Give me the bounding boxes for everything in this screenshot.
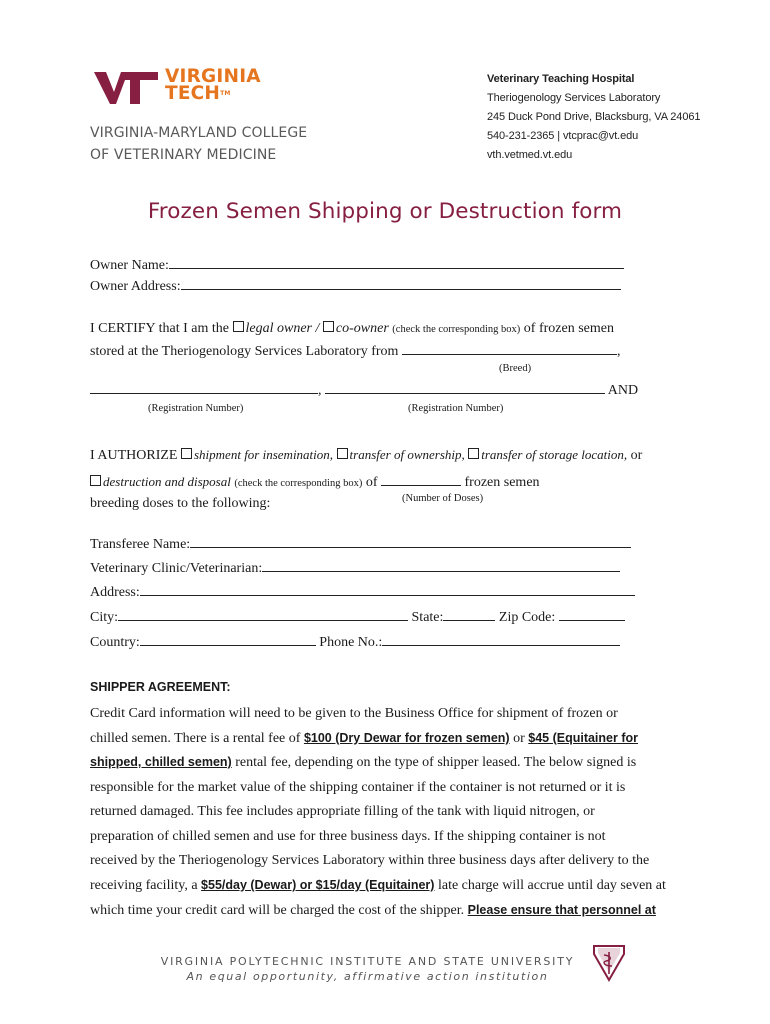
transfer-ownership-checkbox[interactable] [337,448,348,459]
agreement-line-4: responsible for the market value of the shipping container if the container is not returned or it is [90,780,626,795]
contact-address: 245 Duck Pond Drive, Blacksburg, VA 24061 [487,111,701,123]
page-title: Frozen Semen Shipping or Destruction form [147,199,623,224]
authorize-of: of [365,475,378,490]
address-field[interactable] [140,583,635,596]
breed-caption: (Breed) [499,363,532,374]
registration-number-1-field[interactable] [90,381,318,394]
owner-address-row [90,277,621,296]
authorize-or: or [630,448,643,463]
registration-caption-1: (Registration Number) [148,403,244,414]
city-field[interactable] [118,608,408,621]
agreement-l8c: late charge will accrue until day seven at [437,878,666,893]
agreement-l8a: receiving facility, a [90,878,198,893]
brand-line2: TECH [165,83,221,104]
country-field[interactable] [140,633,316,646]
vet-clinic-field[interactable] [262,559,620,572]
equitainer-fee-cont: shipped, chilled semen) [90,755,232,769]
brand-tm: TM [220,90,231,97]
college-line2: OF VETERINARY MEDICINE [90,147,277,163]
registration-number-2-field[interactable] [325,381,605,394]
owner-name-label: Owner Name: [90,258,169,273]
owner-name-row [90,256,624,275]
contact-phone-email[interactable]: 540-231-2365 | vtcprac@vt.edu [487,130,639,142]
agreement-l2c: or [513,731,525,746]
state-label: State: [411,610,444,625]
shipper-agreement-heading: SHIPPER AGREEMENT: [90,680,231,694]
vt-logo-icon [92,70,158,111]
certify-and: AND [607,383,639,398]
certify-lead: I CERTIFY that I am the [90,321,230,336]
agreement-l2a: chilled semen. There is a rental fee of [90,731,301,746]
agreement-line-2 [90,731,638,747]
destruction-checkbox[interactable] [90,475,101,486]
country-label: Country: [90,635,140,650]
owner-name-field[interactable] [169,256,624,269]
college-name [90,122,307,166]
transferee-name-field[interactable] [190,535,631,548]
agreement-line-5: returned damaged. This fee includes appropriate filling of the tank with liquid nitrogen, or [90,804,595,819]
agreement-line-8 [90,878,666,894]
phone-field[interactable] [382,633,620,646]
shipment-checkbox[interactable] [181,448,192,459]
equitainer-fee: $45 (Equitainer for [528,731,638,745]
certify-line2: stored at the Theriogenology Services Laboratory from [90,344,399,359]
certify-line2-end: , [616,344,621,359]
agreement-line-6: preparation of chilled semen and use for three business days. If the shipping container is not [90,829,606,844]
agreement-l9a: which time your credit card will be charged the cost of the shipper. [90,903,465,918]
legal-owner-label: legal owner / [245,321,320,336]
city-row [90,608,625,627]
brand-wordmark [165,68,261,102]
certify-row-1 [90,320,614,339]
transferee-name-label: Transferee Name: [90,537,191,552]
brand-line1: VIRGINIA [165,66,261,87]
dewar-fee: $100 (Dry Dewar for frozen semen) [303,731,510,745]
certify-check-note: (check the corresponding box) [392,324,521,335]
zip-label: Zip Code: [498,610,556,625]
agreement-line-7: received by the Theriogenology Services Laboratory within three business days after delivery to the [90,853,650,868]
authorize-row-2 [90,473,540,493]
state-field[interactable] [443,608,495,621]
vet-clinic-row [90,559,620,578]
authorize-frozen-semen: frozen semen [464,475,540,490]
country-row [90,633,620,652]
authorize-line3: breeding doses to the following: [90,496,271,511]
contact-website[interactable]: vth.vetmed.vt.edu [487,149,573,161]
certify-row-3 [90,381,638,400]
co-owner-checkbox[interactable] [323,321,334,332]
authorize-lead: I AUTHORIZE [90,448,178,463]
contact-org: Veterinary Teaching Hospital [487,73,635,85]
authorize-check-note: (check the corresponding box) [234,478,363,489]
owner-address-field[interactable] [181,277,621,290]
shipment-label: shipment for insemination, [194,447,334,462]
co-owner-label: co-owner [335,321,389,336]
destruction-label: destruction and disposal [103,474,231,489]
address-label: Address: [90,585,140,600]
registration-caption-2: (Registration Number) [408,403,504,414]
agreement-l3b: rental fee, depending on the type of shipper leased. The below signed is [235,755,637,770]
agreement-line-9 [90,903,656,919]
authorize-row-1 [90,446,642,465]
college-line1: VIRGINIA-MARYLAND COLLEGE [90,125,308,141]
number-of-doses-field[interactable] [381,473,461,486]
address-row [90,583,635,602]
transferee-name-row [90,535,631,554]
legal-owner-checkbox[interactable] [233,321,244,332]
zip-field[interactable] [559,608,625,621]
transfer-storage-label: transfer of storage location, [481,447,628,462]
vet-clinic-label: Veterinary Clinic/Veterinarian: [90,561,263,576]
city-label: City: [90,610,119,625]
owner-address-label: Owner Address: [90,279,181,294]
transfer-storage-checkbox[interactable] [468,448,479,459]
phone-label: Phone No.: [319,635,383,650]
breed-field[interactable] [402,342,617,355]
vetmed-seal-icon [592,944,626,987]
footer-tagline: An equal opportunity, affirmative action institution [186,970,549,983]
late-charge: $55/day (Dewar) or $15/day (Equitainer) [201,878,435,892]
footer-university: VIRGINIA POLYTECHNIC INSTITUTE AND STATE UNIVERSITY [160,955,575,968]
brand-line2-wrap [165,85,261,102]
contact-dept: Theriogenology Services Laboratory [487,92,661,104]
doses-caption: (Number of Doses) [402,493,484,504]
personnel-notice: Please ensure that personnel at [467,903,656,917]
certify-row-2 [90,342,620,361]
agreement-line-1: Credit Card information will need to be given to the Business Office for shipment of frozen or [90,706,618,721]
transfer-ownership-label: transfer of ownership, [349,447,465,462]
certify-tail: of frozen semen [523,321,614,336]
certify-comma: , [318,383,322,398]
agreement-line-3 [90,755,636,771]
contact-block [487,70,700,165]
